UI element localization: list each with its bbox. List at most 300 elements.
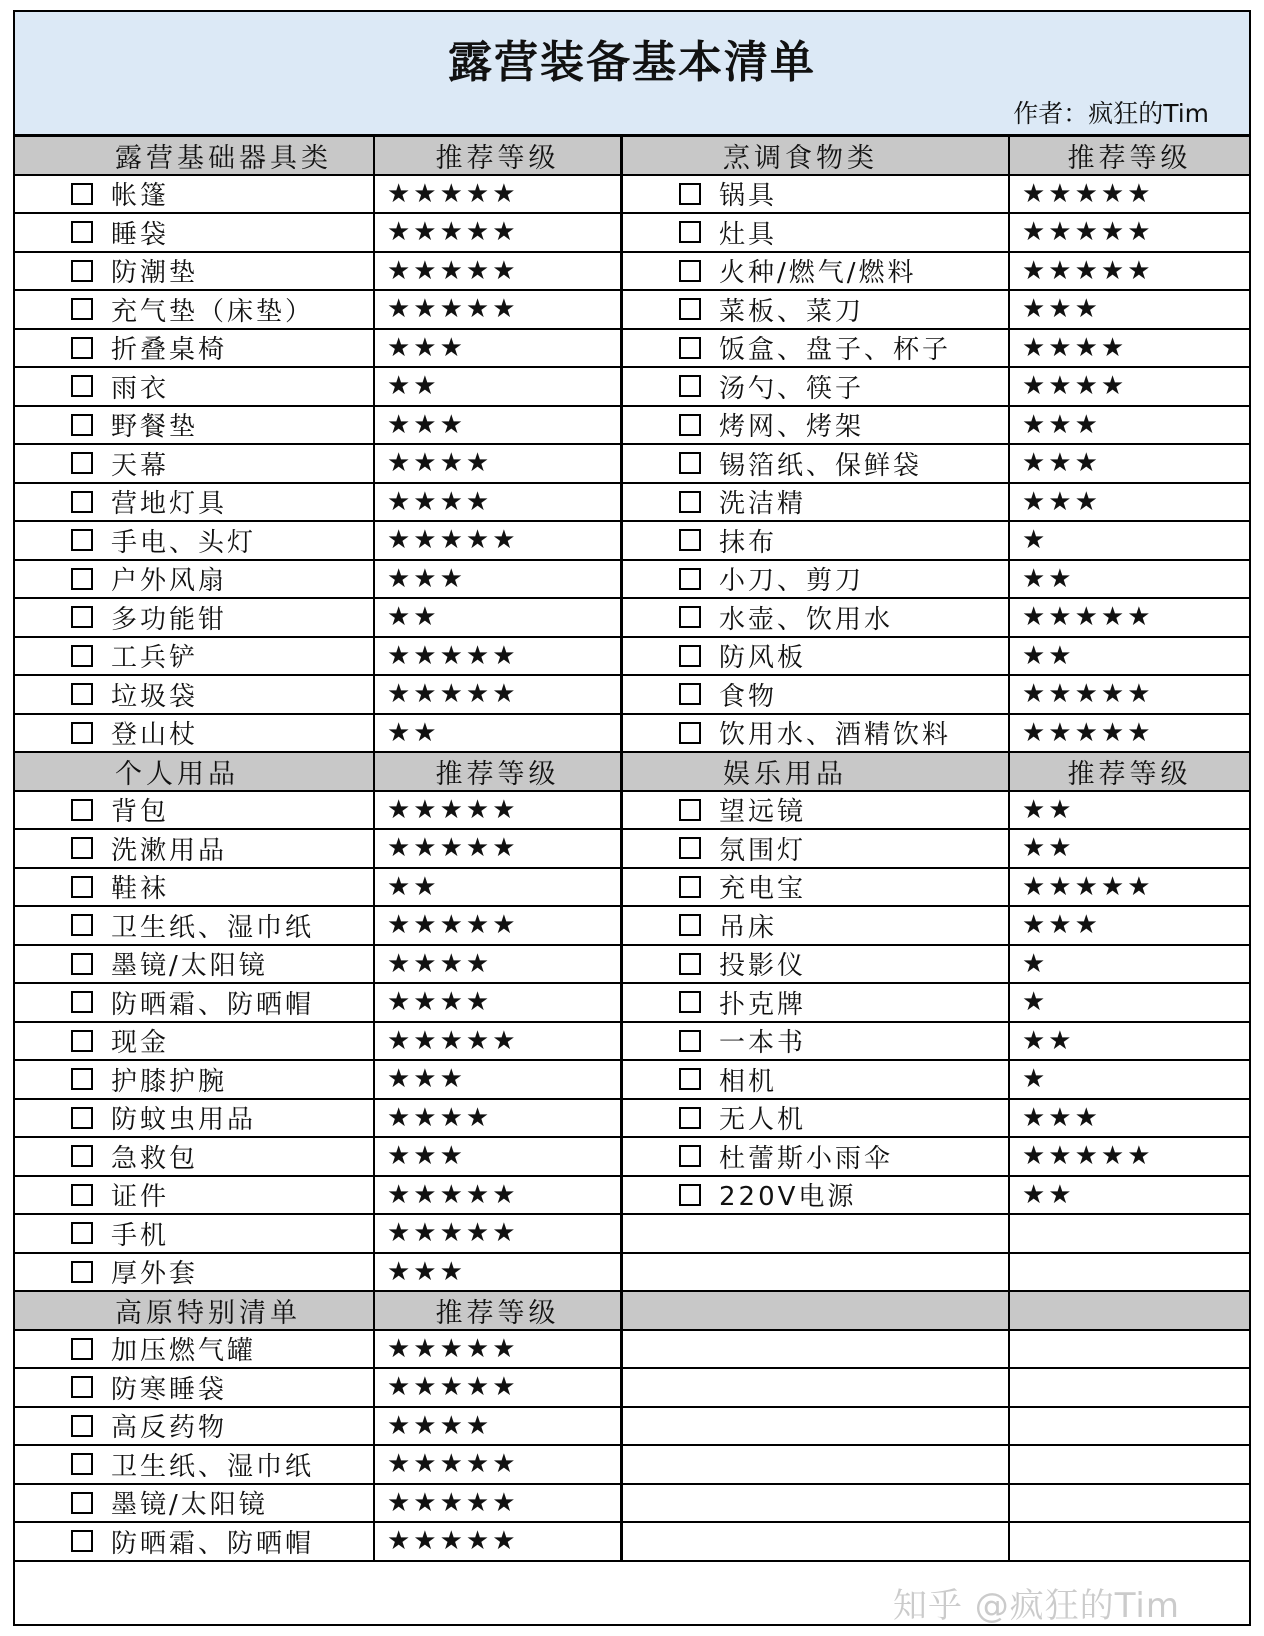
item-cell bbox=[622, 792, 1010, 831]
checkbox[interactable] bbox=[679, 375, 701, 397]
table-row bbox=[15, 176, 1249, 215]
item-cell bbox=[622, 1177, 1010, 1216]
rating-cell bbox=[1010, 1023, 1249, 1062]
rating-cell bbox=[375, 638, 622, 677]
rating-cell bbox=[375, 1061, 622, 1100]
item-cell bbox=[622, 676, 1010, 715]
rating-stars: ★★★★ bbox=[1022, 332, 1128, 363]
table-row bbox=[15, 869, 1249, 908]
item-cell bbox=[15, 368, 375, 407]
table-row bbox=[15, 330, 1249, 369]
rating-stars: ★★★ bbox=[1022, 910, 1101, 941]
rating-cell bbox=[375, 291, 622, 330]
rating-stars: ★★★★★ bbox=[387, 1449, 519, 1480]
table-row bbox=[15, 830, 1249, 869]
checkbox[interactable] bbox=[679, 1030, 701, 1052]
table-row bbox=[15, 1446, 1249, 1485]
rating-cell bbox=[1010, 599, 1249, 638]
rating-cell bbox=[1010, 407, 1249, 446]
section-header-row bbox=[15, 1292, 1249, 1331]
item-cell bbox=[15, 407, 375, 446]
rating-column-header: 推荐等级 bbox=[1010, 753, 1249, 792]
item-name: 护膝护腕 bbox=[111, 1066, 228, 1097]
rating-cell bbox=[1010, 1408, 1249, 1447]
checkbox[interactable] bbox=[679, 491, 701, 513]
item-cell bbox=[622, 1369, 1010, 1408]
table-row bbox=[15, 1023, 1249, 1062]
table-row bbox=[15, 1254, 1249, 1293]
checkbox[interactable] bbox=[71, 683, 93, 705]
rating-cell bbox=[375, 368, 622, 407]
checkbox[interactable] bbox=[679, 876, 701, 898]
rating-stars: ★★★★★ bbox=[387, 1218, 519, 1249]
rating-stars: ★★★★★ bbox=[1022, 602, 1154, 633]
rating-stars: ★★★★★ bbox=[387, 1526, 519, 1557]
item-name: 充气垫（床垫） bbox=[111, 296, 315, 327]
rating-cell bbox=[375, 1446, 622, 1485]
title-banner bbox=[15, 12, 1249, 137]
item-name: 高反药物 bbox=[111, 1413, 228, 1444]
rating-cell bbox=[1010, 1523, 1249, 1562]
rating-stars: ★★★★ bbox=[387, 448, 493, 479]
rating-cell bbox=[1010, 1254, 1249, 1293]
item-name: 洗洁精 bbox=[719, 489, 807, 520]
rating-stars: ★★★★★ bbox=[1022, 1141, 1154, 1172]
item-name: 杜蕾斯小雨伞 bbox=[719, 1143, 894, 1174]
checkbox[interactable] bbox=[71, 953, 93, 975]
rating-stars: ★★★ bbox=[387, 563, 466, 594]
item-cell bbox=[15, 1331, 375, 1370]
item-name: 饮用水、酒精饮料 bbox=[719, 720, 952, 751]
section-title: 烹调食物类 bbox=[622, 137, 1010, 176]
checkbox[interactable] bbox=[71, 337, 93, 359]
rating-cell bbox=[1010, 869, 1249, 908]
rating-stars: ★★ bbox=[1022, 563, 1075, 594]
table-row bbox=[15, 407, 1249, 446]
item-name: 墨镜/太阳镜 bbox=[111, 1490, 268, 1521]
item-cell bbox=[622, 715, 1010, 754]
rating-cell bbox=[1010, 830, 1249, 869]
rating-stars: ★★★★★ bbox=[1022, 178, 1154, 209]
item-name: 小刀、剪刀 bbox=[719, 566, 865, 597]
rating-cell bbox=[375, 522, 622, 561]
checkbox[interactable] bbox=[679, 298, 701, 320]
rating-cell bbox=[375, 561, 622, 600]
item-cell bbox=[15, 792, 375, 831]
rating-cell bbox=[375, 1485, 622, 1524]
rating-stars: ★★★ bbox=[387, 1256, 466, 1287]
item-cell bbox=[622, 638, 1010, 677]
checkbox[interactable] bbox=[679, 991, 701, 1013]
item-name: 水壶、饮用水 bbox=[719, 604, 894, 635]
item-name: 洗漱用品 bbox=[111, 835, 228, 866]
rating-cell bbox=[375, 407, 622, 446]
item-name: 折叠桌椅 bbox=[111, 335, 228, 366]
table-row bbox=[15, 1523, 1249, 1562]
rating-cell bbox=[375, 330, 622, 369]
item-name: 吊床 bbox=[719, 912, 778, 943]
rating-stars: ★★ bbox=[387, 871, 440, 902]
rating-stars: ★ bbox=[1022, 948, 1049, 979]
checkbox[interactable] bbox=[679, 568, 701, 590]
checkbox[interactable] bbox=[71, 260, 93, 282]
item-cell bbox=[622, 445, 1010, 484]
checkbox[interactable] bbox=[71, 1068, 93, 1090]
checkbox[interactable] bbox=[679, 837, 701, 859]
item-name: 背包 bbox=[111, 797, 170, 828]
rating-stars: ★★★★★ bbox=[387, 255, 519, 286]
item-name: 220V电源 bbox=[719, 1182, 857, 1213]
checkbox[interactable] bbox=[679, 260, 701, 282]
checkbox[interactable] bbox=[71, 645, 93, 667]
checkbox[interactable] bbox=[71, 1338, 93, 1360]
item-cell bbox=[622, 1254, 1010, 1293]
rating-cell bbox=[1010, 792, 1249, 831]
rating-stars: ★★★★★ bbox=[387, 525, 519, 556]
item-name: 厚外套 bbox=[111, 1259, 199, 1290]
rating-cell bbox=[1010, 1100, 1249, 1139]
table-row bbox=[15, 792, 1249, 831]
checkbox[interactable] bbox=[679, 722, 701, 744]
rating-cell bbox=[1010, 676, 1249, 715]
checkbox[interactable] bbox=[71, 183, 93, 205]
checklist-sheet bbox=[13, 10, 1251, 1626]
rating-cell bbox=[1010, 907, 1249, 946]
table-row bbox=[15, 984, 1249, 1023]
checkbox[interactable] bbox=[71, 298, 93, 320]
rating-cell bbox=[375, 484, 622, 523]
checkbox[interactable] bbox=[679, 337, 701, 359]
checkbox[interactable] bbox=[679, 914, 701, 936]
item-name: 雨衣 bbox=[111, 373, 170, 404]
table-row bbox=[15, 1177, 1249, 1216]
table-row bbox=[15, 1138, 1249, 1177]
rating-cell bbox=[375, 1023, 622, 1062]
item-name: 急救包 bbox=[111, 1143, 199, 1174]
checkbox[interactable] bbox=[71, 1376, 93, 1398]
rating-cell bbox=[1010, 715, 1249, 754]
rating-stars: ★★★★ bbox=[387, 486, 493, 517]
checkbox[interactable] bbox=[71, 1415, 93, 1437]
item-cell bbox=[15, 1100, 375, 1139]
rating-stars: ★★ bbox=[1022, 794, 1075, 825]
item-name: 防风板 bbox=[719, 643, 807, 674]
checkbox[interactable] bbox=[679, 645, 701, 667]
item-cell bbox=[622, 176, 1010, 215]
rating-stars: ★★★ bbox=[387, 409, 466, 440]
item-cell bbox=[15, 907, 375, 946]
rating-cell bbox=[1010, 368, 1249, 407]
item-name: 相机 bbox=[719, 1066, 778, 1097]
checkbox[interactable] bbox=[679, 529, 701, 551]
item-name: 登山杖 bbox=[111, 720, 199, 751]
rating-cell bbox=[1010, 1446, 1249, 1485]
section-title: 个人用品 bbox=[15, 753, 375, 792]
item-cell bbox=[622, 407, 1010, 446]
checkbox[interactable] bbox=[71, 1107, 93, 1129]
item-cell bbox=[622, 1023, 1010, 1062]
item-cell bbox=[15, 1177, 375, 1216]
checkbox[interactable] bbox=[679, 452, 701, 474]
rating-cell bbox=[1010, 445, 1249, 484]
checkbox[interactable] bbox=[679, 953, 701, 975]
rating-stars: ★★★ bbox=[1022, 294, 1101, 325]
checkbox[interactable] bbox=[679, 799, 701, 821]
item-name: 防蚊虫用品 bbox=[111, 1105, 257, 1136]
checkbox[interactable] bbox=[71, 799, 93, 821]
rating-stars: ★★ bbox=[387, 717, 440, 748]
rating-cell bbox=[1010, 1138, 1249, 1177]
rating-stars: ★★★★★ bbox=[387, 1025, 519, 1056]
rating-cell bbox=[375, 253, 622, 292]
checkbox[interactable] bbox=[679, 183, 701, 205]
checkbox[interactable] bbox=[71, 1145, 93, 1167]
item-cell bbox=[15, 1023, 375, 1062]
table-row bbox=[15, 214, 1249, 253]
checkbox[interactable] bbox=[679, 1068, 701, 1090]
checkbox[interactable] bbox=[71, 568, 93, 590]
rating-stars: ★★★★ bbox=[387, 948, 493, 979]
rating-column-header bbox=[1010, 1292, 1249, 1331]
rating-cell bbox=[375, 1523, 622, 1562]
table-row bbox=[15, 1369, 1249, 1408]
item-cell bbox=[622, 484, 1010, 523]
item-name: 户外风扇 bbox=[111, 566, 228, 597]
item-cell bbox=[15, 599, 375, 638]
item-cell bbox=[15, 1369, 375, 1408]
rating-stars: ★★★ bbox=[387, 1064, 466, 1095]
checkbox[interactable] bbox=[71, 1492, 93, 1514]
rating-cell bbox=[1010, 522, 1249, 561]
checkbox[interactable] bbox=[71, 529, 93, 551]
checkbox[interactable] bbox=[71, 1030, 93, 1052]
section-header-row bbox=[15, 137, 1249, 176]
section-title: 高原特别清单 bbox=[15, 1292, 375, 1331]
table-row bbox=[15, 1100, 1249, 1139]
rating-cell bbox=[375, 1331, 622, 1370]
item-cell bbox=[15, 1408, 375, 1447]
item-cell bbox=[622, 1061, 1010, 1100]
table-row bbox=[15, 1485, 1249, 1524]
item-cell bbox=[622, 984, 1010, 1023]
item-cell bbox=[622, 1331, 1010, 1370]
checkbox[interactable] bbox=[71, 1184, 93, 1206]
item-cell bbox=[15, 946, 375, 985]
item-cell bbox=[622, 253, 1010, 292]
section-title bbox=[622, 1292, 1010, 1331]
rating-cell bbox=[375, 445, 622, 484]
rating-column-header: 推荐等级 bbox=[375, 753, 622, 792]
checkbox[interactable] bbox=[71, 375, 93, 397]
table-row bbox=[15, 715, 1249, 754]
checkbox[interactable] bbox=[71, 1453, 93, 1475]
checkbox[interactable] bbox=[71, 837, 93, 859]
item-cell bbox=[15, 1523, 375, 1562]
item-name: 现金 bbox=[111, 1028, 170, 1059]
rating-stars: ★ bbox=[1022, 525, 1049, 556]
rating-stars: ★★★ bbox=[387, 1141, 466, 1172]
rating-cell bbox=[375, 1177, 622, 1216]
rating-stars: ★★★★ bbox=[387, 987, 493, 1018]
rating-cell bbox=[1010, 1061, 1249, 1100]
rating-column-header: 推荐等级 bbox=[375, 1292, 622, 1331]
checkbox[interactable] bbox=[679, 1107, 701, 1129]
rating-stars: ★★★★★ bbox=[1022, 255, 1154, 286]
item-name: 无人机 bbox=[719, 1105, 807, 1136]
item-name: 手机 bbox=[111, 1220, 170, 1251]
item-name: 氛围灯 bbox=[719, 835, 807, 866]
item-cell bbox=[15, 1138, 375, 1177]
item-name: 菜板、菜刀 bbox=[719, 296, 865, 327]
item-name: 充电宝 bbox=[719, 874, 807, 905]
table-row bbox=[15, 561, 1249, 600]
checkbox[interactable] bbox=[71, 606, 93, 628]
checkbox[interactable] bbox=[71, 414, 93, 436]
rating-cell bbox=[1010, 330, 1249, 369]
item-cell bbox=[15, 830, 375, 869]
item-cell bbox=[622, 869, 1010, 908]
item-name: 睡袋 bbox=[111, 219, 170, 250]
item-cell bbox=[15, 984, 375, 1023]
table-row bbox=[15, 291, 1249, 330]
item-cell bbox=[15, 253, 375, 292]
rating-stars: ★★★ bbox=[1022, 1102, 1101, 1133]
checkbox[interactable] bbox=[71, 1530, 93, 1552]
table-row bbox=[15, 484, 1249, 523]
table-row bbox=[15, 1061, 1249, 1100]
item-cell bbox=[15, 1215, 375, 1254]
rating-stars: ★ bbox=[1022, 987, 1049, 1018]
rating-stars: ★★★★★ bbox=[387, 1179, 519, 1210]
item-name: 汤勺、筷子 bbox=[719, 373, 865, 404]
rating-stars: ★★★★ bbox=[387, 1102, 493, 1133]
rating-stars: ★★★★★ bbox=[387, 178, 519, 209]
table-row bbox=[15, 1215, 1249, 1254]
item-name: 烤网、烤架 bbox=[719, 412, 865, 443]
rating-stars: ★★ bbox=[387, 602, 440, 633]
checkbox[interactable] bbox=[71, 1222, 93, 1244]
item-cell bbox=[622, 291, 1010, 330]
rating-cell bbox=[1010, 1485, 1249, 1524]
item-cell bbox=[15, 522, 375, 561]
rating-cell bbox=[1010, 638, 1249, 677]
checkbox[interactable] bbox=[679, 221, 701, 243]
checkbox[interactable] bbox=[679, 414, 701, 436]
rating-cell bbox=[375, 676, 622, 715]
rating-cell bbox=[375, 1369, 622, 1408]
item-name: 投影仪 bbox=[719, 951, 807, 982]
rating-stars: ★★★★★ bbox=[387, 1333, 519, 1364]
checkbox[interactable] bbox=[679, 1184, 701, 1206]
rating-cell bbox=[1010, 1369, 1249, 1408]
table-row bbox=[15, 907, 1249, 946]
item-cell bbox=[622, 522, 1010, 561]
author-credit: 作者：疯狂的Tim bbox=[1013, 99, 1209, 128]
item-cell bbox=[15, 1061, 375, 1100]
item-name: 抹布 bbox=[719, 527, 778, 558]
item-cell bbox=[622, 830, 1010, 869]
item-name: 手电、头灯 bbox=[111, 527, 257, 558]
checkbox[interactable] bbox=[679, 1145, 701, 1167]
item-cell bbox=[15, 638, 375, 677]
rating-stars: ★★★★★ bbox=[387, 794, 519, 825]
table-row bbox=[15, 368, 1249, 407]
item-cell bbox=[622, 1408, 1010, 1447]
item-cell bbox=[622, 907, 1010, 946]
item-cell bbox=[15, 214, 375, 253]
table-row bbox=[15, 638, 1249, 677]
rating-cell bbox=[375, 792, 622, 831]
item-name: 鞋袜 bbox=[111, 874, 170, 905]
rating-cell bbox=[1010, 253, 1249, 292]
rating-cell bbox=[375, 946, 622, 985]
checkbox[interactable] bbox=[71, 491, 93, 513]
section-header-row bbox=[15, 753, 1249, 792]
rating-stars: ★★★ bbox=[387, 332, 466, 363]
watermark: 知乎 @疯狂的Tim bbox=[892, 1586, 1180, 1626]
rating-cell bbox=[375, 869, 622, 908]
table-row bbox=[15, 253, 1249, 292]
rating-cell bbox=[375, 176, 622, 215]
item-name: 火种/燃气/燃料 bbox=[719, 258, 917, 289]
item-name: 锡箔纸、保鲜袋 bbox=[719, 450, 923, 481]
checkbox[interactable] bbox=[71, 991, 93, 1013]
checkbox[interactable] bbox=[71, 452, 93, 474]
item-name: 工兵铲 bbox=[111, 643, 199, 674]
rating-stars: ★★ bbox=[1022, 640, 1075, 671]
table-row bbox=[15, 1408, 1249, 1447]
item-cell bbox=[622, 946, 1010, 985]
item-name: 多功能钳 bbox=[111, 604, 228, 635]
item-name: 扑克牌 bbox=[719, 989, 807, 1020]
item-cell bbox=[15, 330, 375, 369]
item-cell bbox=[622, 561, 1010, 600]
checkbox[interactable] bbox=[71, 722, 93, 744]
item-cell bbox=[15, 1485, 375, 1524]
checkbox[interactable] bbox=[71, 876, 93, 898]
rating-stars: ★★★★ bbox=[1022, 371, 1128, 402]
item-cell bbox=[622, 1485, 1010, 1524]
item-name: 垃圾袋 bbox=[111, 681, 199, 712]
checkbox[interactable] bbox=[71, 1261, 93, 1283]
item-name: 天幕 bbox=[111, 450, 170, 481]
rating-cell bbox=[375, 1215, 622, 1254]
item-name: 卫生纸、湿巾纸 bbox=[111, 912, 315, 943]
item-cell bbox=[15, 1254, 375, 1293]
rating-stars: ★★★★★ bbox=[387, 640, 519, 671]
rating-cell bbox=[375, 1254, 622, 1293]
item-cell bbox=[622, 599, 1010, 638]
table-row bbox=[15, 946, 1249, 985]
rating-stars: ★★★★★ bbox=[1022, 717, 1154, 748]
checkbox[interactable] bbox=[71, 914, 93, 936]
rating-cell bbox=[1010, 561, 1249, 600]
rating-stars: ★★★★★ bbox=[387, 833, 519, 864]
rating-stars: ★★★★ bbox=[387, 1410, 493, 1441]
rating-cell bbox=[375, 1138, 622, 1177]
checkbox[interactable] bbox=[71, 221, 93, 243]
item-cell bbox=[15, 484, 375, 523]
rating-stars: ★★★★★ bbox=[387, 1372, 519, 1403]
rating-stars: ★★★★★ bbox=[1022, 871, 1154, 902]
table-row bbox=[15, 676, 1249, 715]
rating-stars: ★★★ bbox=[1022, 448, 1101, 479]
checkbox[interactable] bbox=[679, 606, 701, 628]
item-name: 锅具 bbox=[719, 181, 778, 212]
checkbox[interactable] bbox=[679, 683, 701, 705]
item-cell bbox=[622, 1100, 1010, 1139]
item-cell bbox=[15, 445, 375, 484]
